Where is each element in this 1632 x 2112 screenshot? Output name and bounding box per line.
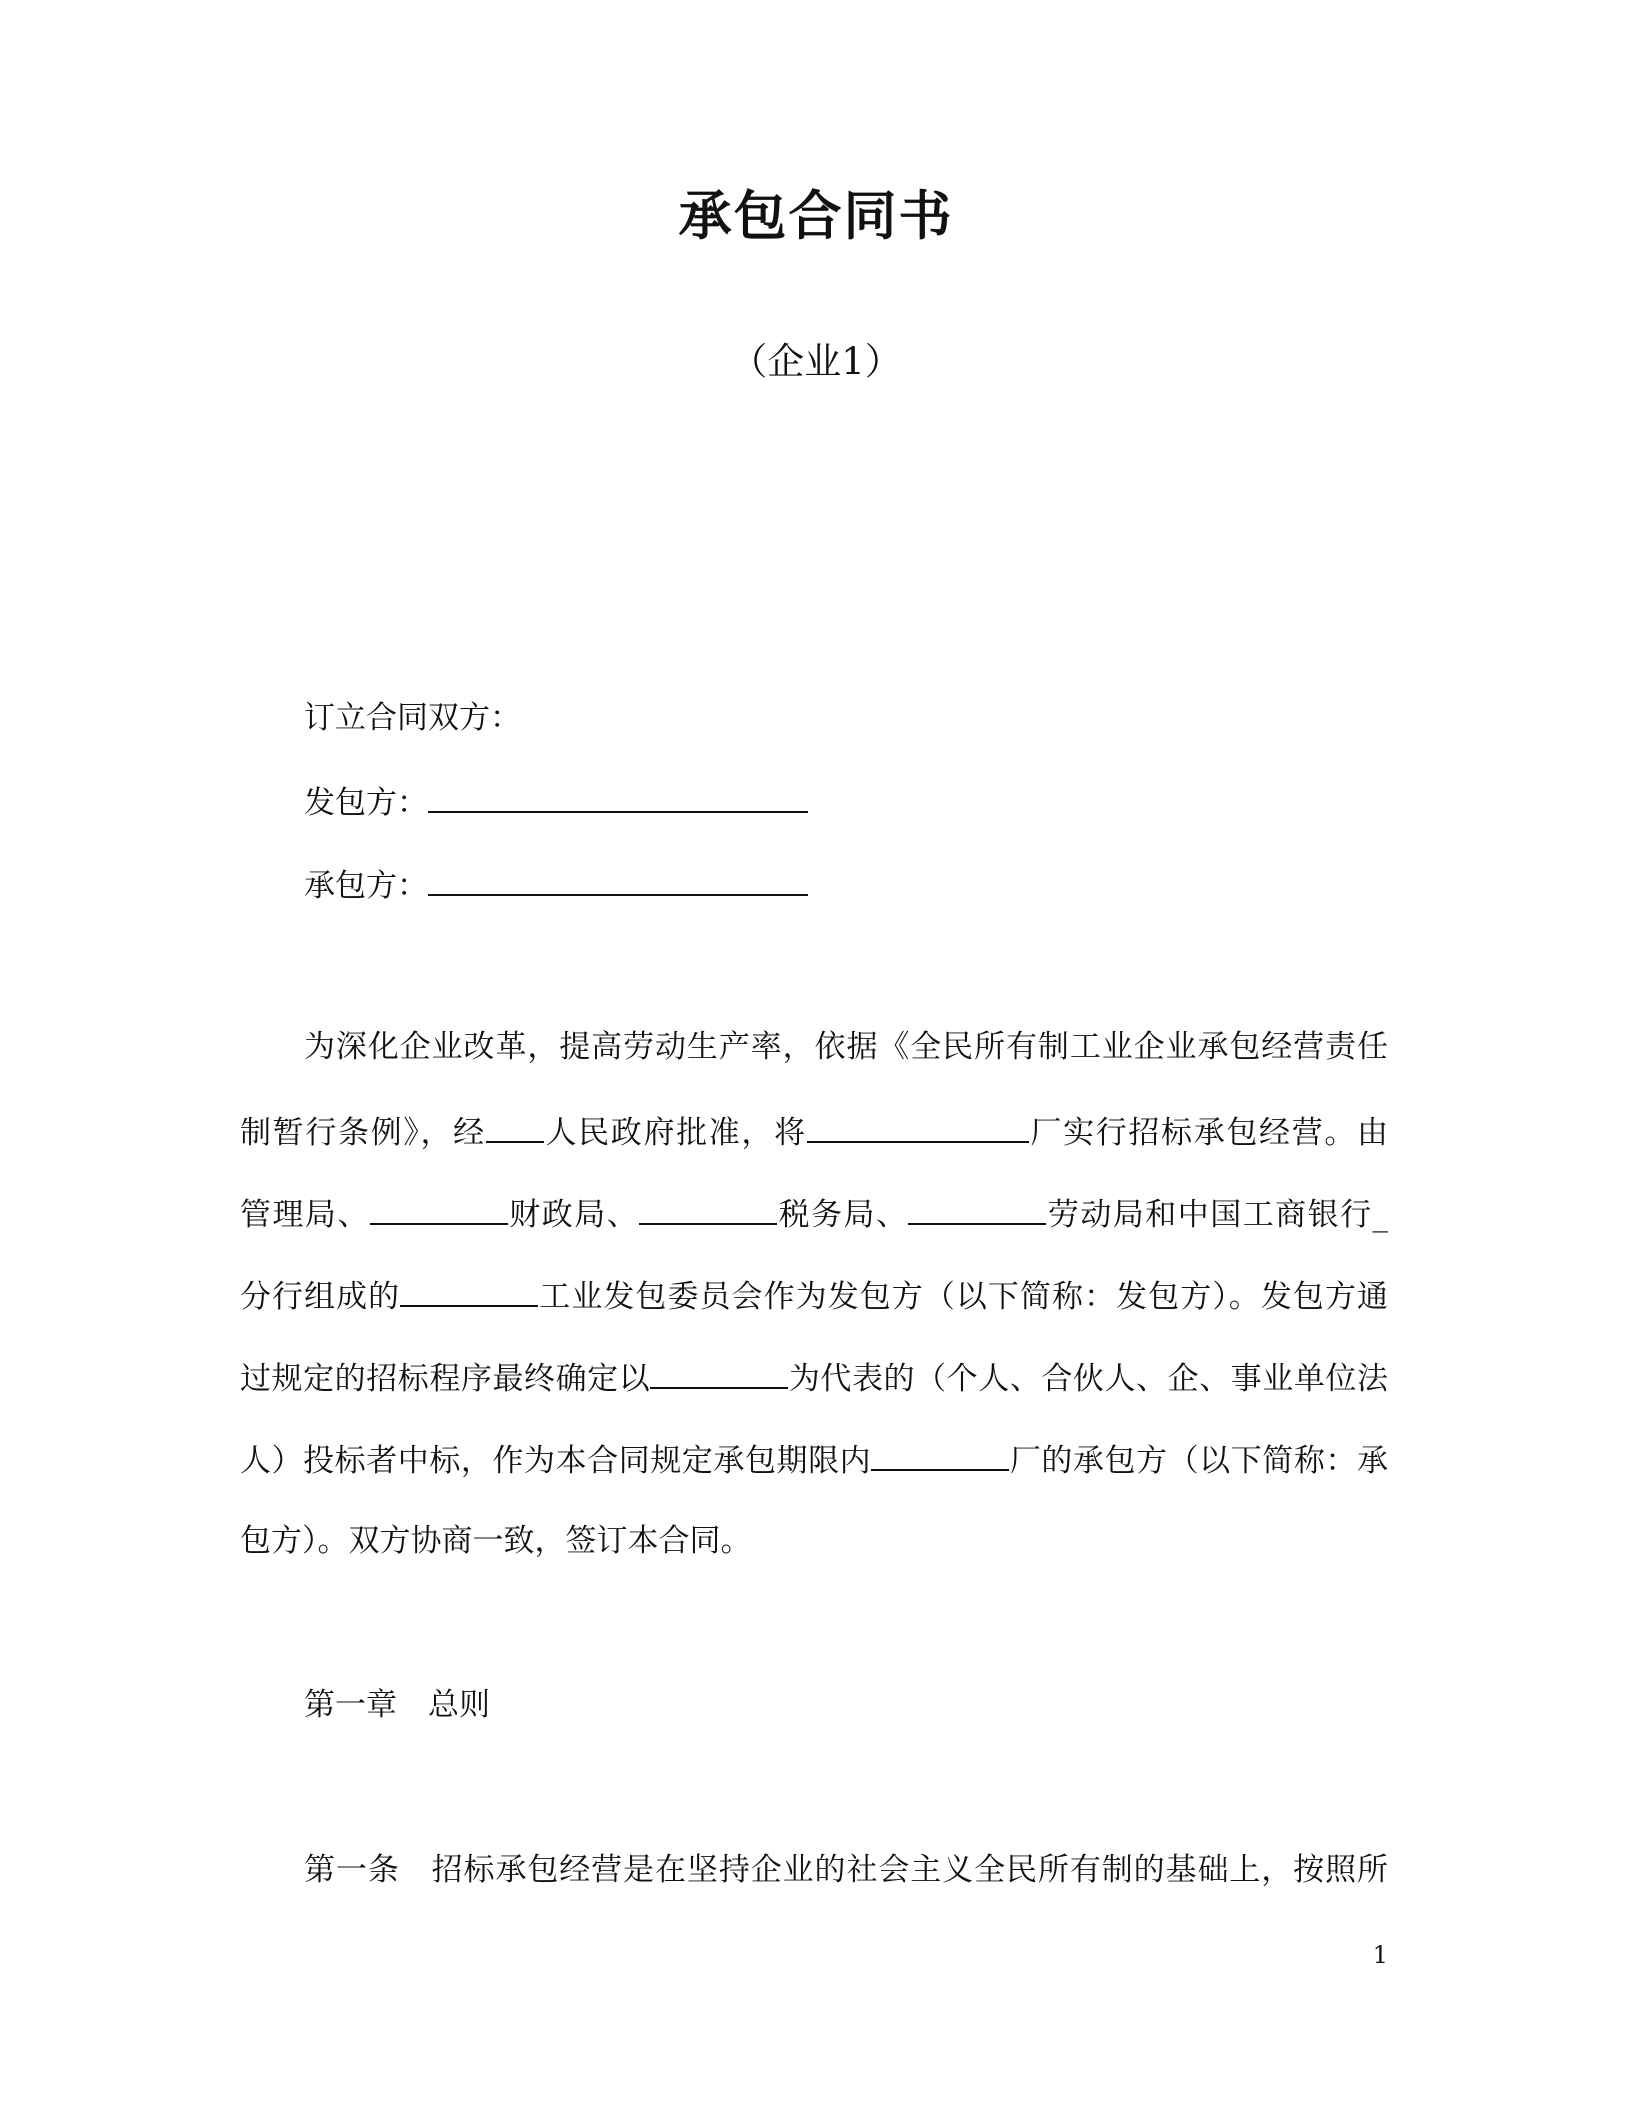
article-one: 第一条 招标承包经营是在坚持企业的社会主义全民所有制的基础上，按照所 (304, 1852, 1388, 1888)
parties-intro: 订立合同双方： (304, 700, 521, 736)
chapter-heading: 第一章 总则 (304, 1687, 490, 1723)
preamble-line-4 (240, 1279, 1388, 1313)
government-blank (486, 1115, 544, 1143)
preamble-text: 人）投标者中标，作为本合同规定承包期限内 (240, 1443, 872, 1479)
preamble-line-5 (240, 1361, 1388, 1395)
party-a-line (304, 785, 808, 819)
preamble-line-2 (240, 1115, 1388, 1149)
preamble-text: 为代表的（个人、合伙人、企、事业单位法 (788, 1361, 1388, 1397)
party-a-blank (428, 785, 808, 813)
party-b-label: 承包方： (304, 868, 428, 904)
preamble-text: 税务局、 (777, 1197, 909, 1233)
preamble-text: 制暂行条例》，经 (240, 1115, 486, 1151)
preamble-text: 工业发包委员会作为发包方（以下简称：发包方）。发包方通 (538, 1279, 1388, 1315)
representative-blank (650, 1361, 788, 1389)
preamble-line-6 (240, 1443, 1388, 1477)
party-a-label: 发包方： (304, 785, 428, 821)
factory-blank (807, 1115, 1029, 1143)
committee-blank (400, 1279, 538, 1307)
party-b-line (304, 868, 808, 902)
document-title: 承包合同书 (678, 186, 954, 247)
preamble-text: 人民政府批准，将 (543, 1115, 807, 1151)
preamble-text: 财政局、 (507, 1197, 640, 1233)
party-b-blank (428, 868, 808, 896)
document-subtitle: （企业1） (730, 340, 902, 383)
preamble-line-7: 包方）。双方协商一致，签订本合同。 (240, 1523, 752, 1559)
preamble-text: 管理局、 (240, 1197, 370, 1233)
bureau-blank (370, 1197, 508, 1225)
preamble-line-3 (240, 1197, 1388, 1231)
preamble-line-1: 为深化企业改革，提高劳动生产率，依据《全民所有制工业企业承包经营责任 (304, 1029, 1388, 1065)
preamble-text: 分行组成的 (240, 1279, 401, 1315)
preamble-text: 厂的承包方（以下简称：承 (1009, 1443, 1388, 1479)
preamble-text: 劳动局和中国工商银行_ (1046, 1197, 1389, 1233)
bureau-blank (639, 1197, 777, 1225)
preamble-text: 过规定的招标程序最终确定以 (240, 1361, 651, 1397)
page-number: 1 (1372, 1941, 1388, 1969)
bureau-blank (908, 1197, 1046, 1225)
preamble-text: 厂实行招标承包经营。由 (1028, 1115, 1389, 1151)
contract-factory-blank (871, 1443, 1009, 1471)
